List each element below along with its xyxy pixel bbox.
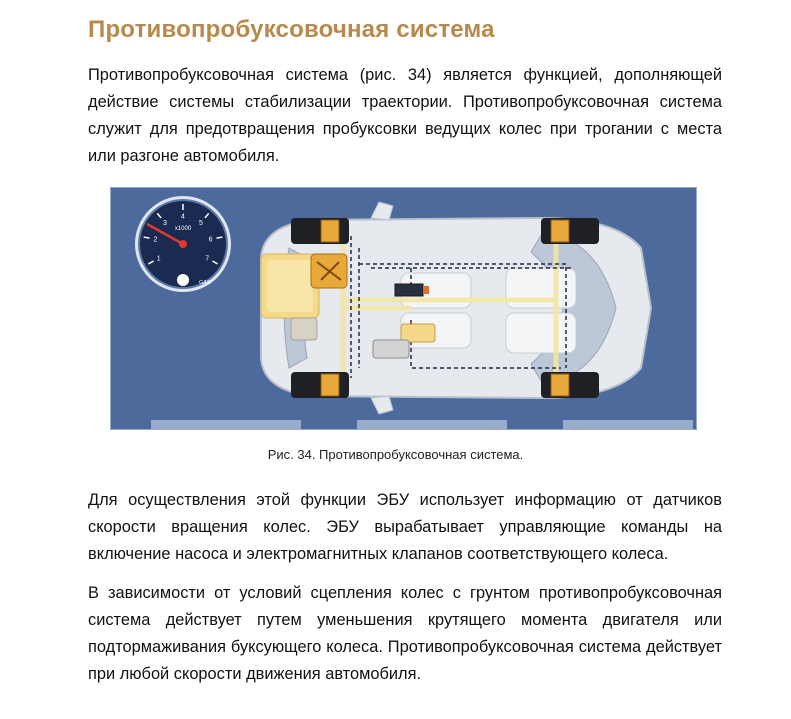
road-marking [151,420,301,430]
gauge-tick-label: 1 [156,255,161,263]
tachometer-gauge [135,196,231,292]
gauge-tick [144,237,150,238]
gauge-tick [216,237,222,238]
figure-caption: Рис. 34. Противопробуксовочная система. [267,447,524,462]
gauge-unit-label: x1000 [174,226,192,232]
road-marking [563,420,693,430]
wheel-rear-right [541,372,599,398]
traction-control-figure [110,187,697,430]
page-title: Противопробуксовочная система [88,16,495,43]
gauge-tick-label: 6 [208,236,213,244]
wheel-front-right [291,372,349,398]
gauge-gas-label: GAS [199,280,211,286]
gauge-tick-label: 4 [181,213,185,221]
pedal-sensor [401,324,435,342]
wheel-rear-left [541,218,599,244]
ecu-paragraph: Для осуществления этой функции ЭБУ использует информацию от датчиков скорости вращения колес. ЭБУ вырабатывает управляющие команды на включение насоса и электромагнитных клапанов соответствующего колеса. [88,491,722,563]
gauge-tick-label: 7 [205,255,210,263]
conditions-paragraph: В зависимости от условий сцепления колес с грунтом противопробуксовочная система действует путем уменьшения крутящего момента двигателя или подтормаживания буксующего колеса. Противопробуксовочная система действует при любой скорости движения автомобиля. [88,584,722,683]
wheel-front-left [291,218,349,244]
gauge-tick-label: 5 [199,220,203,228]
ecu-module [395,284,423,296]
throttle-actuator [373,340,409,358]
gauge-tick-label: 2 [153,236,158,244]
gauge-tick-label: 3 [163,220,167,228]
intro-paragraph: Противопробуксовочная система (рис. 34) является функцией, дополняющей действие системы стабилизации траектории. Противопробуксовочная система служит для предотвращения пробуксовки ведущих колес при трогании с места или разгоне автомобиля. [88,66,722,165]
road-marking [357,420,507,430]
